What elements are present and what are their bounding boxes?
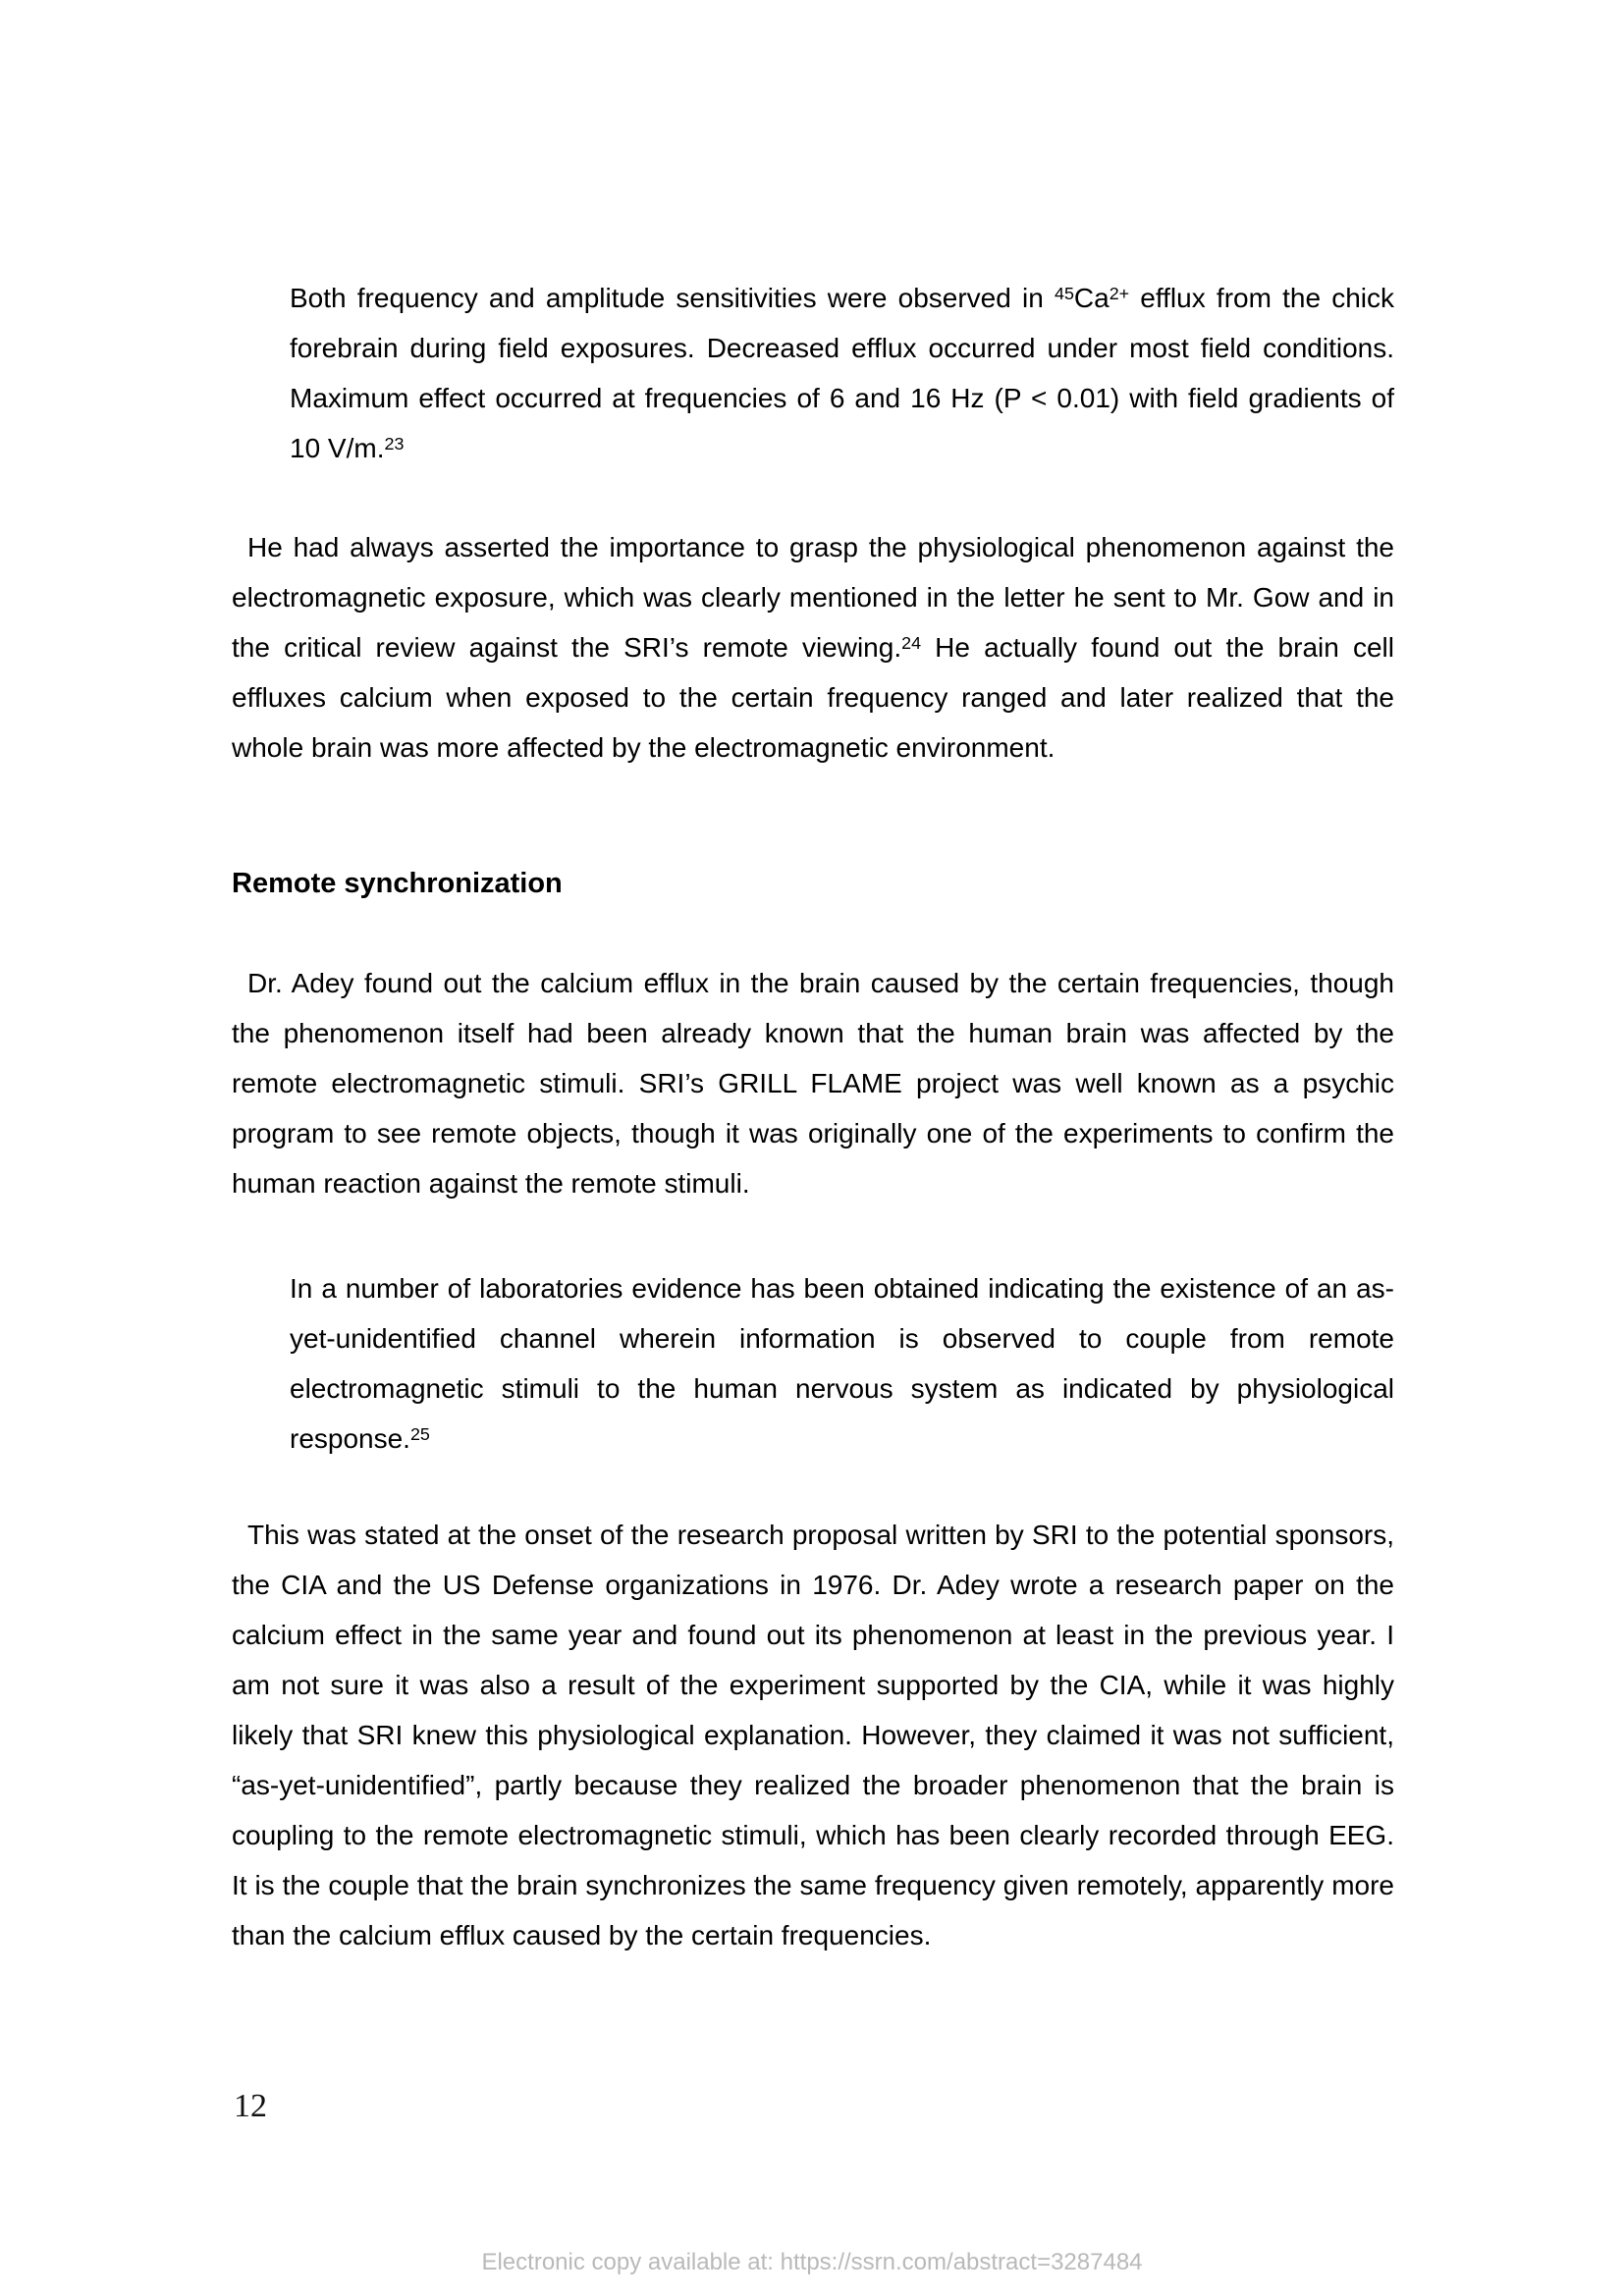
blockquote-laboratories-evidence: In a number of laboratories evidence has been obtained indicating the existence of an as-yet-unidentified channel wherein information is observed to couple from remote electromagnetic stimuli to the human nervous system as indicated by physiological response.$^{25}$ xyxy=(290,1273,1394,1454)
ssrn-footer xyxy=(0,2248,1624,2277)
ssrn-abstract-link[interactable]: https://ssrn.com/abstract=3287484 xyxy=(780,2249,1143,2275)
paragraph-dr-adey-grill-flame: Dr. Adey found out the calcium efflux in the brain caused by the certain frequencies, though the phenomenon itself had been already known that the human brain was affected by the remote electromagnetic stimuli. SRI’s GRILL FLAME project was well known as a psychic program to see remote objects, though it was originally one of the experiments to confirm the human reaction against the remote stimuli. xyxy=(232,968,1394,1199)
paragraph-sri-research-proposal: This was stated at the onset of the research proposal written by SRI to the potential sponsors, the CIA and the US Defense organizations in 1976. Dr. Adey wrote a research paper on the calcium effect in the same year and found out its phenomenon at least in the previous year. I am not sure it was also a result of the experiment supported by the CIA, while it was highly likely that SRI knew this physiological explanation. However, they claimed it was not sufficient, “as-yet-unidentified”, partly because they realized the broader phenomenon that the brain is coupling to the remote electromagnetic stimuli, which has been clearly recorded through EEG. It is the couple that the brain synchronizes the same frequency given remotely, apparently more than the calcium efflux caused by the certain frequencies. xyxy=(232,1520,1394,1950)
footer-prefix-text: Electronic copy available at: xyxy=(481,2249,781,2275)
section-heading-remote-synchronization: Remote synchronization xyxy=(232,868,563,899)
page-number: 12 xyxy=(234,2088,267,2124)
paragraph-physiological-phenomenon: He had always asserted the importance to grasp the physiological phenomenon against the electromagnetic exposure, which was clearly mentioned in the letter he sent to Mr. Gow and in the critical review against the SRI’s remote viewing.$^{24}$ He actually found out the brain cell effluxes calcium when exposed to the certain frequency ranged and later realized that the whole brain was more affected by the electromagnetic environment. xyxy=(232,532,1394,763)
blockquote-calcium-efflux: Both frequency and amplitude sensitivities were observed in $^{45}Ca^{2+}$ efflux from the chick forebrain during field exposures. Decreased efflux occurred under most field conditions. Maximum effect occurred at frequencies of 6 and 16 Hz (P < 0.01) with field gradients of 10 V/m.$^{23}$ xyxy=(290,283,1394,463)
page-body-text xyxy=(232,273,1394,1960)
